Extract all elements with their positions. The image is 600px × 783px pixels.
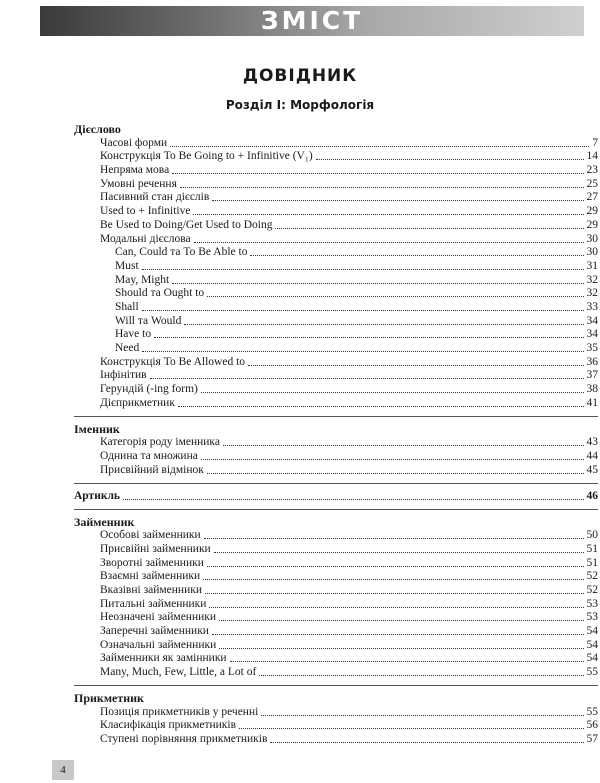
part-title: Розділ І: Морфологія <box>225 98 375 112</box>
entry-page: 37 <box>586 369 598 382</box>
entry-page: 50 <box>586 529 598 542</box>
toc-entry[interactable] <box>74 638 598 652</box>
toc-entry[interactable] <box>74 191 598 205</box>
contents-title: ЗМІСТ <box>260 6 364 35</box>
divider <box>74 509 598 510</box>
toc-entry[interactable] <box>74 542 598 556</box>
toc-entry[interactable] <box>74 732 598 746</box>
dot-leader <box>193 214 583 215</box>
dot-leader <box>212 200 583 201</box>
entry-title: Умовні речення <box>100 177 177 190</box>
dot-leader <box>123 499 584 500</box>
toc-entry[interactable] <box>74 396 598 410</box>
table-of-contents <box>74 122 598 746</box>
toc-entry[interactable] <box>74 570 598 584</box>
entry-title: Пасивний стан дієслів <box>100 191 210 204</box>
dot-leader <box>275 228 583 229</box>
entry-page: 51 <box>586 542 598 555</box>
section-title: ДОВІДНИК <box>242 66 358 86</box>
entry-title: Конструкція To Be Going to + Infinitive (V₁) <box>100 150 313 163</box>
entry-page: 7 <box>592 136 598 149</box>
entry-page: 54 <box>586 652 598 665</box>
entry-page: 32 <box>586 287 598 300</box>
entry-page: 53 <box>586 611 598 624</box>
entry-page: 30 <box>586 232 598 245</box>
toc-entry[interactable] <box>74 287 598 301</box>
dot-leader <box>219 620 584 621</box>
entry-page: 53 <box>586 597 598 610</box>
dot-leader <box>178 406 584 407</box>
entry-title: Must <box>115 259 139 272</box>
entry-title: Займенники як замінники <box>100 652 227 665</box>
dot-leader <box>142 351 583 352</box>
entry-page: 56 <box>586 719 598 732</box>
dot-leader <box>207 566 584 567</box>
noun-entries <box>74 436 598 477</box>
entry-title: Однина та множина <box>100 450 198 463</box>
divider <box>74 416 598 417</box>
entry-page: 52 <box>586 583 598 596</box>
dot-leader <box>219 648 583 649</box>
dot-leader <box>261 715 583 716</box>
entry-title: Used to + Infinitive <box>100 205 191 218</box>
entry-page: 52 <box>586 570 598 583</box>
entry-title: Категорія роду іменника <box>100 436 220 449</box>
toc-entry[interactable] <box>74 583 598 597</box>
dot-leader <box>203 579 583 580</box>
page-number: 4 <box>52 760 74 780</box>
header-banner <box>40 6 584 36</box>
entry-page: 35 <box>586 342 598 354</box>
dot-leader <box>248 365 583 366</box>
group-title-pronoun: Займенник <box>74 514 135 529</box>
group-title-adjective: Прикметник <box>74 691 144 706</box>
entry-page: 29 <box>586 205 598 218</box>
dot-leader <box>223 445 584 446</box>
entry-page: 14 <box>586 150 598 163</box>
toc-entry[interactable] <box>74 163 598 177</box>
toc-entry[interactable] <box>74 652 598 666</box>
toc-entry[interactable] <box>74 232 598 246</box>
entry-page: 45 <box>586 463 598 476</box>
dot-leader <box>230 661 584 662</box>
toc-entry[interactable] <box>74 273 598 287</box>
dot-leader <box>201 392 584 393</box>
entry-title: Will та Would <box>115 314 182 327</box>
dot-leader <box>207 473 584 474</box>
dot-leader <box>150 378 584 379</box>
toc-entry[interactable] <box>74 382 598 396</box>
entry-title: Присвійний відмінок <box>100 463 204 476</box>
dot-leader <box>205 593 584 594</box>
entry-page: 25 <box>586 177 598 190</box>
toc-entry-article[interactable] <box>74 489 598 503</box>
toc-entry[interactable] <box>74 719 598 733</box>
dot-leader <box>172 173 583 174</box>
dot-leader <box>180 187 584 188</box>
entry-page: 30 <box>586 246 598 259</box>
dot-leader <box>239 728 583 729</box>
entry-title: Питальні займенники <box>100 597 207 610</box>
entry-title: May, Might <box>115 273 170 286</box>
dot-leader <box>207 296 583 297</box>
dot-leader <box>154 337 583 338</box>
toc-entry[interactable] <box>74 355 598 369</box>
entry-title: Many, Much, Few, Little, a Lot of <box>100 666 257 679</box>
toc-entry[interactable] <box>74 529 598 543</box>
verb-entries <box>74 136 598 410</box>
entry-title: Зворотні займенники <box>100 556 204 569</box>
dot-leader <box>142 269 584 270</box>
toc-entry[interactable] <box>74 246 598 260</box>
entry-title: Can, Could та To Be Able to <box>115 246 248 259</box>
entry-title: Артикль <box>74 489 120 502</box>
entry-page: 34 <box>586 314 598 327</box>
toc-entry[interactable] <box>74 136 598 150</box>
entry-page: 29 <box>586 218 598 231</box>
group-title-verb: Дієслово <box>74 122 121 136</box>
entry-page: 27 <box>586 191 598 204</box>
entry-page: 51 <box>586 556 598 569</box>
toc-entry[interactable] <box>74 449 598 463</box>
entry-title: Позиція прикметників у реченні <box>100 705 259 718</box>
entry-page: 31 <box>586 259 598 272</box>
dot-leader <box>194 242 584 243</box>
adjective-entries <box>74 705 598 746</box>
toc-entry[interactable] <box>74 218 598 232</box>
entry-title: Ступені порівняння прикметників <box>100 733 268 746</box>
toc-entry[interactable] <box>74 705 598 719</box>
entry-title: Модальні дієслова <box>100 232 191 245</box>
entry-page: 55 <box>586 705 598 718</box>
toc-entry[interactable] <box>74 314 598 328</box>
dot-leader <box>204 538 584 539</box>
entry-title: Особові займенники <box>100 529 201 542</box>
toc-entry[interactable] <box>74 624 598 638</box>
entry-page: 34 <box>586 328 598 341</box>
entry-title: Дієприкметник <box>100 396 175 409</box>
toc-entry[interactable] <box>74 259 598 273</box>
dot-leader <box>209 607 583 608</box>
entry-title: Should та Ought to <box>115 287 205 300</box>
entry-title: Класифікація прикметників <box>100 719 237 732</box>
dot-leader <box>259 675 583 676</box>
entry-title: Конструкція To Be Allowed to <box>100 355 246 368</box>
toc-entry[interactable] <box>74 369 598 383</box>
entry-page: 32 <box>586 273 598 286</box>
toc-entry[interactable] <box>74 463 598 477</box>
entry-title: Need <box>115 342 140 354</box>
pronoun-entries <box>74 529 598 680</box>
entry-page: 46 <box>586 489 598 502</box>
entry-page: 55 <box>586 666 598 679</box>
entry-title: Заперечні займенники <box>100 625 209 637</box>
entry-page: 23 <box>586 164 598 177</box>
entry-page: 43 <box>586 436 598 449</box>
entry-page: 41 <box>586 396 598 409</box>
entry-page: 44 <box>586 450 598 463</box>
group-title-noun: Іменник <box>74 421 120 436</box>
entry-title: Вказівні займенники <box>100 583 202 596</box>
entry-title: Часові форми <box>100 136 168 149</box>
entry-title: Інфінітив <box>100 369 147 382</box>
dot-leader <box>316 159 584 160</box>
entry-title: Герундій (-ing form) <box>100 383 198 396</box>
entry-title: Непряма мова <box>100 164 170 177</box>
entry-title: Неозначені займенники <box>100 611 216 624</box>
entry-page: 36 <box>586 355 598 368</box>
dot-leader <box>270 742 583 743</box>
entry-page: 54 <box>586 638 598 651</box>
entry-title: Означальні займенники <box>100 638 217 651</box>
toc-entry[interactable] <box>74 150 598 164</box>
dot-leader <box>250 255 583 256</box>
entry-title: Присвійні займенники <box>100 542 211 555</box>
entry-title: Be Used to Doing/Get Used to Doing <box>100 218 273 231</box>
toc-entry[interactable] <box>74 556 598 570</box>
toc-entry[interactable] <box>74 665 598 679</box>
dot-leader <box>201 459 584 460</box>
entry-title: Shall <box>115 300 139 313</box>
toc-entry[interactable] <box>74 436 598 450</box>
entry-page: 54 <box>586 625 598 637</box>
entry-page: 38 <box>586 383 598 396</box>
dot-leader <box>212 634 584 635</box>
toc-entry[interactable] <box>74 341 598 355</box>
entry-page: 57 <box>586 733 598 746</box>
divider <box>74 483 598 484</box>
entry-title: Взаємні займенники <box>100 570 201 583</box>
dot-leader <box>170 146 589 147</box>
toc-entry[interactable] <box>74 611 598 625</box>
divider <box>74 685 598 686</box>
entry-title: Have to <box>115 328 152 341</box>
dot-leader <box>184 324 583 325</box>
toc-entry[interactable] <box>74 204 598 218</box>
dot-leader <box>142 310 584 311</box>
toc-entry[interactable] <box>74 597 598 611</box>
toc-entry[interactable] <box>74 300 598 314</box>
dot-leader <box>172 283 583 284</box>
toc-entry[interactable] <box>74 328 598 342</box>
dot-leader <box>214 552 584 553</box>
entry-page: 33 <box>586 300 598 313</box>
toc-entry[interactable] <box>74 177 598 191</box>
